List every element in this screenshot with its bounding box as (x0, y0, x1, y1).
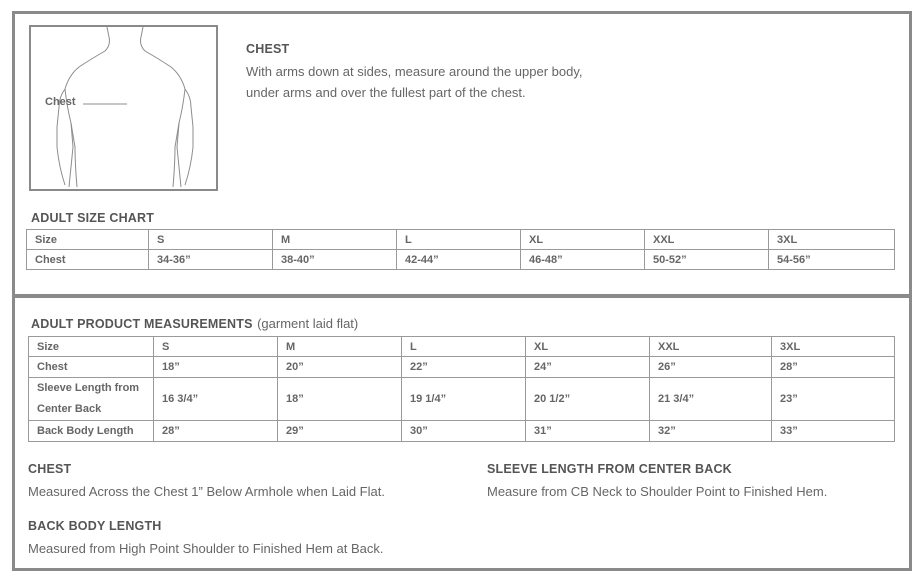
table-cell: 31” (526, 421, 650, 442)
note-sleeve-text: Measure from CB Neck to Shoulder Point to Finished Hem. (487, 484, 828, 499)
note-sleeve-title: SLEEVE LENGTH FROM CENTER BACK (487, 462, 732, 476)
header-cell: Size (27, 230, 149, 250)
measurements-panel (12, 295, 912, 571)
table-cell: 50-52” (645, 250, 769, 270)
chest-callout-label: Chest (45, 96, 76, 108)
table-cell: 20” (278, 357, 402, 378)
header-cell: XL (521, 230, 645, 250)
table-cell: 18” (154, 357, 278, 378)
row-label: Back Body Length (29, 421, 154, 442)
torso-outline-icon (31, 27, 216, 189)
row-label: Chest (27, 250, 149, 270)
table-cell: 29” (278, 421, 402, 442)
size-chart-panel (12, 11, 912, 297)
measurements-table (28, 336, 895, 442)
note-back-title: BACK BODY LENGTH (28, 519, 162, 533)
chest-intro-line-2: under arms and over the fullest part of the chest. (246, 85, 526, 100)
table-cell: 42-44” (397, 250, 521, 270)
table-cell: 22” (402, 357, 526, 378)
table-row (29, 421, 895, 442)
header-cell: 3XL (772, 337, 895, 357)
table-cell: 20 1/2” (526, 378, 650, 421)
row-label: Sleeve Length from Center Back (29, 378, 154, 421)
header-cell: S (149, 230, 273, 250)
measurements-header-row (29, 337, 895, 357)
table-cell: 18” (278, 378, 402, 421)
note-chest-title: CHEST (28, 462, 72, 476)
table-cell: 30” (402, 421, 526, 442)
table-cell: 24” (526, 357, 650, 378)
table-cell: 26” (650, 357, 772, 378)
table-cell: 54-56” (769, 250, 895, 270)
header-cell: XXL (645, 230, 769, 250)
table-cell: 19 1/4” (402, 378, 526, 421)
header-cell: XXL (650, 337, 772, 357)
size-chart-table (26, 229, 895, 270)
table-cell: 23” (772, 378, 895, 421)
size-chart-header-row (27, 230, 895, 250)
header-cell: XL (526, 337, 650, 357)
table-cell: 32” (650, 421, 772, 442)
header-cell: Size (29, 337, 154, 357)
chest-intro-title: CHEST (246, 42, 290, 56)
size-chart-title: ADULT SIZE CHART (31, 211, 155, 225)
measurements-heading (31, 315, 358, 333)
header-cell: S (154, 337, 278, 357)
table-cell: 28” (772, 357, 895, 378)
table-row (29, 357, 895, 378)
header-cell: L (397, 230, 521, 250)
row-label: Chest (29, 357, 154, 378)
table-cell: 33” (772, 421, 895, 442)
body-figure (29, 25, 218, 191)
note-chest-text: Measured Across the Chest 1” Below Armhole when Laid Flat. (28, 484, 385, 499)
table-cell: 38-40” (273, 250, 397, 270)
table-cell: 34-36” (149, 250, 273, 270)
note-back-text: Measured from High Point Shoulder to Finished Hem at Back. (28, 541, 384, 556)
chest-intro-line-1: With arms down at sides, measure around the upper body, (246, 64, 583, 79)
header-cell: M (278, 337, 402, 357)
table-row (29, 378, 895, 421)
measurements-title: ADULT PRODUCT MEASUREMENTS (31, 317, 253, 331)
measurements-subtitle: (garment laid flat) (257, 316, 359, 331)
table-row (27, 250, 895, 270)
header-cell: 3XL (769, 230, 895, 250)
table-cell: 21 3/4” (650, 378, 772, 421)
table-cell: 28” (154, 421, 278, 442)
table-cell: 46-48” (521, 250, 645, 270)
header-cell: L (402, 337, 526, 357)
table-cell: 16 3/4” (154, 378, 278, 421)
header-cell: M (273, 230, 397, 250)
